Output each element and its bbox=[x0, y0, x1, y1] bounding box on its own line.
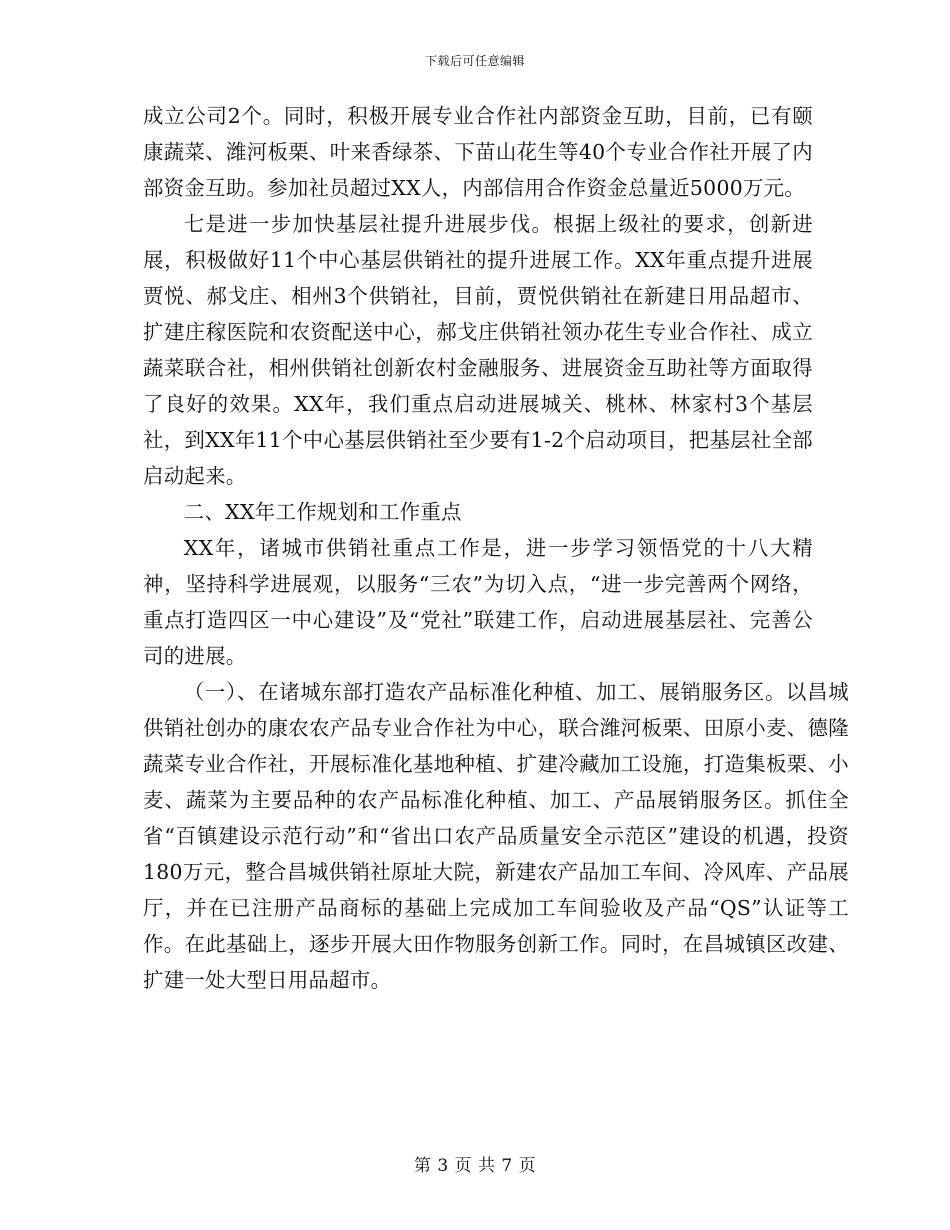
paragraph-subsection-one: （一）、在诸城东部打造农产品标准化种植、加工、展销服务区。以昌城供销社创办的康农农产品专业合作社为中心，联合潍河板栗、田原小麦、德隆蔬菜专业合作社，开展标准化基地种植、扩建冷藏加工设施，打造集板栗、小麦、蔬菜为主要品种的农产品标准化种植、加工、产品展销服务区。抓住全省“百镇建设示范行动”和“省出口农产品质量安全示范区”建设的机遇，投资180万元，整合昌城供销社原址大院，新建农产品加工车间、冷风库、产品展厅，并在已注册产品商标的基础上完成加工车间验收及产品“QS”认证等工作。在此基础上，逐步开展大田作物服务创新工作。同时，在昌城镇区改建、扩建一处大型日用品超市。 bbox=[143, 680, 849, 992]
paragraph-continuation: 成立公司2个。同时，积极开展专业合作社内部资金互助，目前，已有颐康蔬菜、潍河板栗、叶来香绿茶、下苗山花生等40个专业合作社开展了内部资金互助。参加社员超过XX人，内部信用合作资金总量近5000万元。 bbox=[143, 104, 813, 200]
document-body bbox=[143, 98, 849, 998]
page-header-note: 下载后可任意编辑 bbox=[424, 54, 525, 68]
page-number-footer: 第 3 页 共 7 页 bbox=[413, 1156, 537, 1176]
paragraph-key-work: XX年，诸城市供销社重点工作是，进一步学习领悟党的十八大精神，坚持科学进展观，以服务“三农”为切入点，“进一步完善两个网络，重点打造四区一中心建设”及“党社”联建工作，启动进展基层社、完善公司的进展。 bbox=[143, 536, 813, 668]
section-heading: 二、XX年工作规划和工作重点 bbox=[183, 500, 462, 524]
paragraph-item-seven: 七是进一步加快基层社提升进展步伐。根据上级社的要求，创新进展，积极做好11个中心基层供销社的提升进展工作。XX年重点提升进展贾悦、郝戈庄、相州3个供销社，目前，贾悦供销社在新建日用品超市、扩建庄稼医院和农资配送中心，郝戈庄供销社领办花生专业合作社、成立蔬菜联合社，相州供销社创新农村金融服务、进展资金互助社等方面取得了良好的效果。XX年，我们重点启动进展城关、桃林、林家村3个基层社，到XX年11个中心基层供销社至少要有1-2个启动项目，把基层社全部启动起来。 bbox=[143, 212, 813, 488]
